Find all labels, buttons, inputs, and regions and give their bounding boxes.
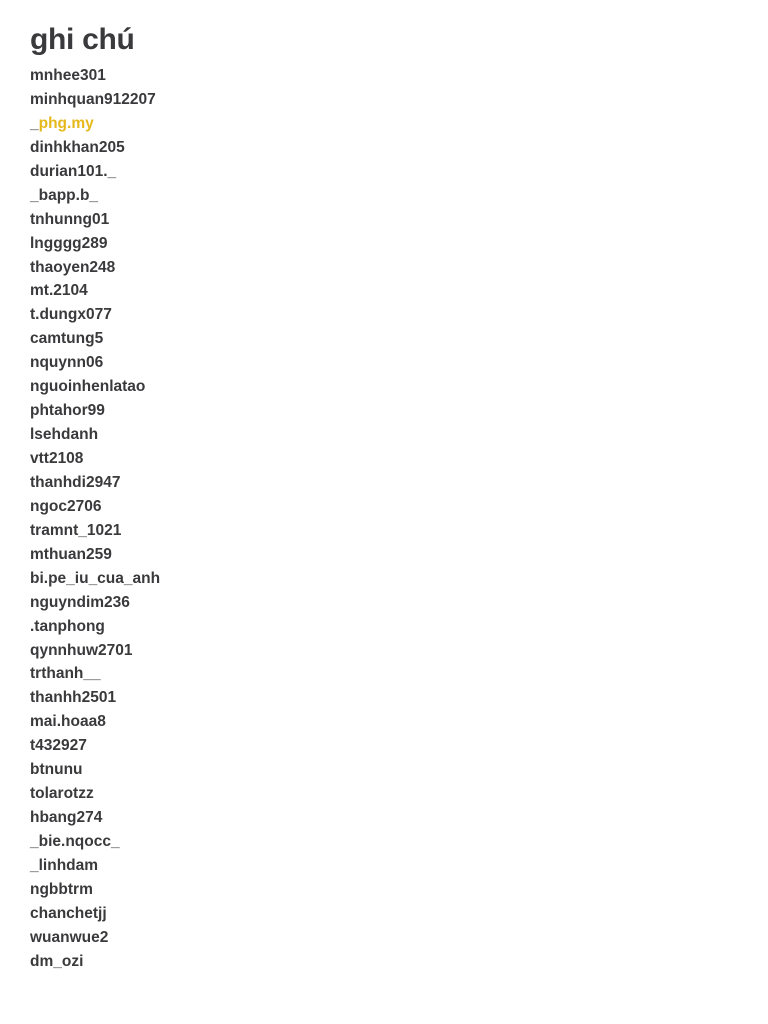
note-line[interactable]: mai.hoaa8	[30, 713, 106, 731]
note-line[interactable]: minhquan912207	[30, 90, 156, 108]
highlighted-text: phg.my	[38, 114, 94, 132]
note-line[interactable]: camtung5	[30, 330, 104, 348]
note-line[interactable]: mt.2104	[30, 282, 88, 300]
note-body[interactable]	[30, 22, 730, 974]
note-line[interactable]: mthuan259	[30, 545, 112, 563]
note-line[interactable]: nguoinhenlatao	[30, 378, 146, 396]
note-line[interactable]: qynnhuw2701	[30, 641, 133, 659]
note-line[interactable]: chanchetjj	[30, 904, 107, 922]
note-line[interactable]: nguyndim236	[30, 593, 130, 611]
note-line[interactable]: lsehdanh	[30, 426, 99, 444]
note-line[interactable]: mnhee301	[30, 67, 106, 84]
note-line[interactable]: t.dungx077	[30, 306, 112, 324]
note-title[interactable]: ghi chú	[30, 23, 135, 56]
note-line[interactable]: thaoyen248	[30, 258, 116, 276]
note-line[interactable]: wuanwue2	[30, 928, 109, 946]
note-line[interactable]: nquynn06	[30, 354, 104, 372]
note-line[interactable]: .tanphong	[30, 617, 105, 635]
note-line[interactable]: durian101._	[30, 162, 117, 180]
note-line[interactable]: hbang274	[30, 809, 103, 827]
note-line[interactable]: dinhkhan205	[30, 138, 125, 156]
note-line[interactable]: trthanh__	[30, 665, 101, 683]
note-line[interactable]: thanhh2501	[30, 689, 117, 707]
note-line[interactable]: dm_ozi	[30, 952, 84, 970]
note-line[interactable]: phtahor99	[30, 402, 105, 420]
note-line[interactable]: btnunu	[30, 761, 83, 779]
note-lines-list[interactable]	[30, 64, 730, 974]
note-line[interactable]: vtt2108	[30, 450, 84, 467]
note-line[interactable]: _bapp.b_	[30, 186, 99, 204]
note-line[interactable]: tnhunng01	[30, 210, 110, 228]
note-line[interactable]: t432927	[30, 737, 87, 755]
note-line[interactable]: tolarotzz	[30, 785, 94, 803]
note-line[interactable]: tramnt_1021	[30, 521, 122, 539]
note-line[interactable]: bi.pe_iu_cua_anh	[30, 569, 161, 587]
note-line[interactable]	[30, 112, 730, 136]
note-line[interactable]: ngbbtrm	[30, 880, 93, 898]
note-line-prefix: _	[30, 114, 39, 132]
note-line[interactable]: ngoc2706	[30, 497, 102, 515]
note-line[interactable]: _linhdam	[30, 856, 99, 874]
note-line[interactable]: _bie.nqocc_	[30, 833, 120, 850]
note-line[interactable]: lngggg289	[30, 234, 108, 252]
note-line[interactable]: thanhdi2947	[30, 473, 121, 491]
